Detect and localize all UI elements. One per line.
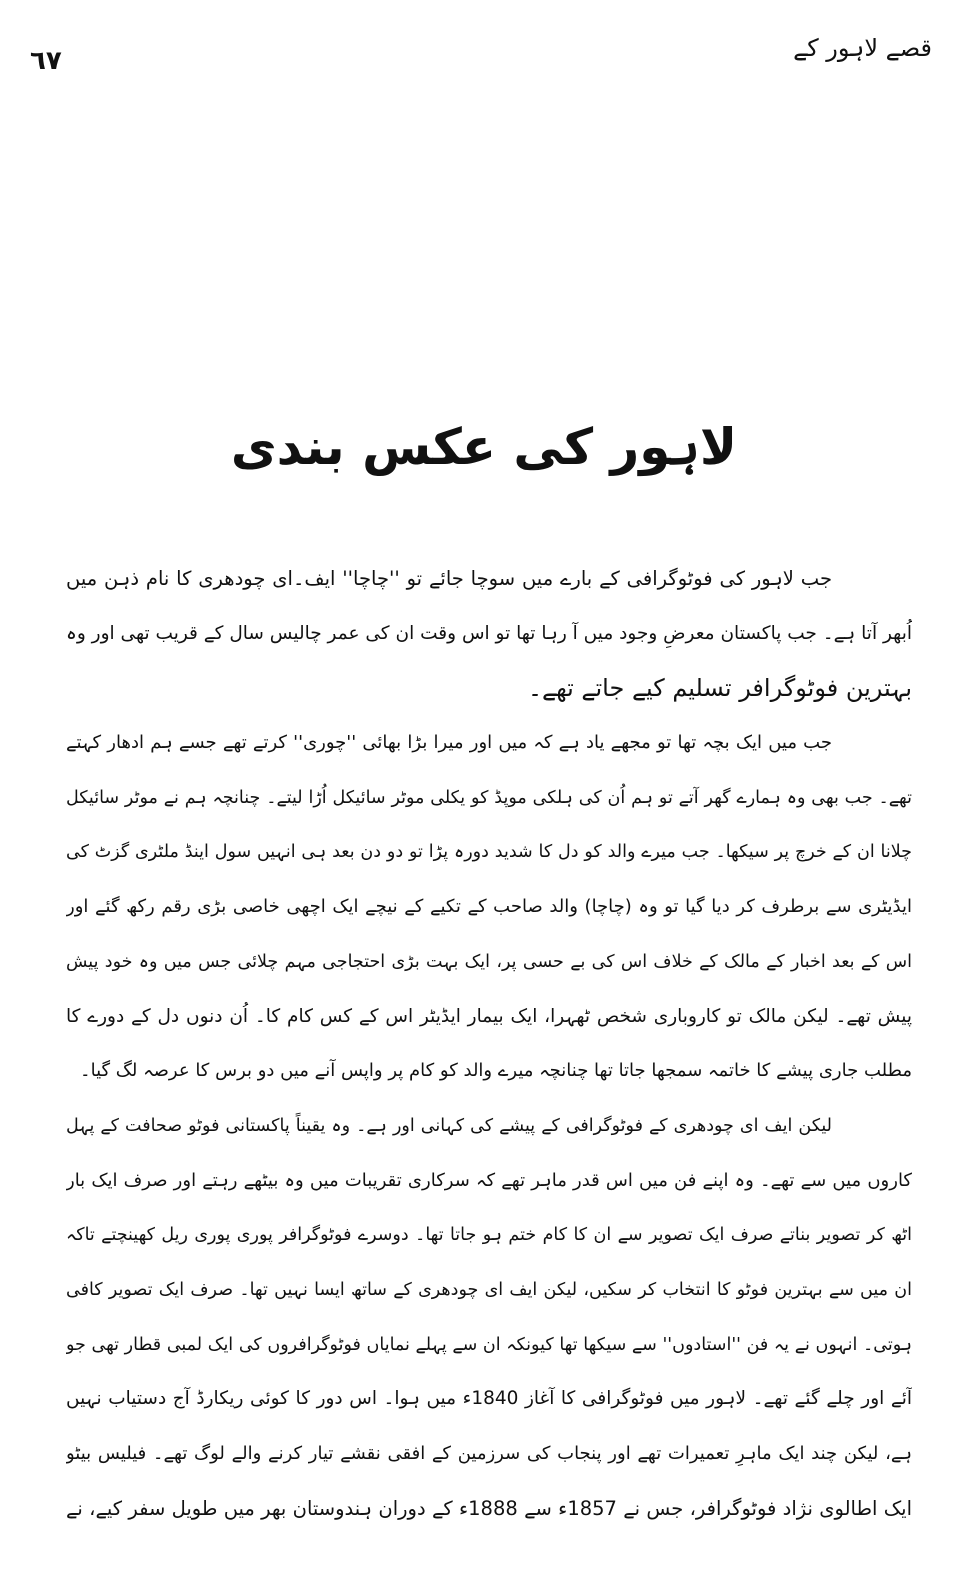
text-line: کاروں میں سے تھے۔ وہ اپنے فن میں اس قدر ماہر تھے کہ سرکاری تقریبات میں وہ بیٹھے رہتے اور صرف ایک بار [66, 1169, 912, 1191]
running-header-book-title: قصے لاہور کے [793, 34, 932, 62]
text-line: ان میں سے بہترین فوٹو کا انتخاب کر سکیں، لیکن ایف ای چودھری کے ساتھ ایسا نہیں تھا۔ صرف ایک تصویر کافی [66, 1279, 912, 1300]
text-line: ایک اطالوی نژاد فوٹوگرافر، جس نے 1857ء سے 1888ء کے دوران ہندوستان بھر میں طویل سفر کیے، نے [66, 1496, 912, 1520]
text-line: ہوتی۔ انہوں نے یہ فن ''استادوں'' سے سیکھا تھا کیونکہ ان سے پہلے نمایاں فوٹوگرافروں کی ایک لمبی قطار تھی جو [66, 1334, 912, 1355]
text-line: اٹھ کر تصویر بناتے صرف ایک تصویر سے ان کا کام ختم ہو جاتا تھا۔ دوسرے فوٹوگرافر پوری پوری ریل کھینچتے تاکہ [66, 1225, 912, 1246]
page-number: ٦٧ [30, 46, 62, 76]
text-line: اُبھر آتا ہے۔ جب پاکستان معرضِ وجود میں آ رہا تھا تو اس وقت ان کی عمر چالیس سال کے قریب تھی اور وہ [66, 622, 912, 644]
text-line: آئے اور چلے گئے تھے۔ لاہور میں فوٹوگرافی کا آغاز 1840ء میں ہوا۔ اس دور کا کوئی ریکارڈ آج دستیاب نہیں [66, 1388, 912, 1410]
text-line: جب میں ایک بچہ تھا تو مجھے یاد ہے کہ میں اور میرا بڑا بھائی ''چوری'' کرتے تھے جسے ہم ادھار کہتے [66, 732, 832, 754]
text-line: جب لاہور کی فوٹوگرافی کے بارے میں سوچا جائے تو ''چاچا'' ایف۔ای چودھری کا نام ذہن میں [66, 567, 832, 590]
text-line: تھے۔ جب بھی وہ ہمارے گھر آتے تو ہم اُن کی ہلکی موپڈ کو یکلی موٹر سائیکل اُڑا لیتے۔ چنانچہ ہم نے موٹر سائیکل [66, 787, 912, 808]
text-line: لیکن ایف ای چودھری کے فوٹوگرافی کے پیشے کی کہانی اور ہے۔ وہ یقیناً پاکستانی فوٹو صحافت کے پہل [66, 1115, 832, 1136]
text-line: بہترین فوٹوگرافر تسلیم کیے جاتے تھے۔ [527, 674, 912, 703]
body-text [66, 556, 912, 1540]
text-line: مطلب جاری پیشے کا خاتمہ سمجھا جاتا تھا چنانچہ میرے والد کو کام پر واپس آنے میں دو برس کا عرصہ لگ گیا۔ [80, 1060, 912, 1082]
chapter-title: لاہور کی عکس بندی [230, 418, 738, 476]
text-line: پیش تھے۔ لیکن مالک تو کاروباری شخص ٹھہرا، ایک بیمار ایڈیٹر اس کے کس کام کا۔ اُن دنوں دل کے دورے کا [66, 1005, 912, 1027]
text-line: چلانا ان کے خرچ پر سیکھا۔ جب میرے والد کو دل کا شدید دورہ پڑا تو دو دن بعد ہی انہیں سول اینڈ ملٹری گزٹ کی [66, 842, 912, 863]
text-line: ایڈیٹری سے برطرف کر دیا گیا تو وہ (چاچا) والد صاحب کے تکیے کے نیچے ایک اچھی خاصی بڑی رقم رکھ گئے اور [66, 896, 912, 918]
text-line: اس کے بعد اخبار کے مالک کے خلاف اس کی بے حسی پر، ایک بہت بڑی احتجاجی مہم چلائی جس میں وہ خود پیش [66, 951, 912, 972]
text-line: ہے، لیکن چند ایک ماہرِ تعمیرات تھے اور پنجاب کی سرزمین کے افقی نقشے تیار کرنے والے لوگ تھے۔ فیلیس بیٹو [66, 1443, 912, 1464]
